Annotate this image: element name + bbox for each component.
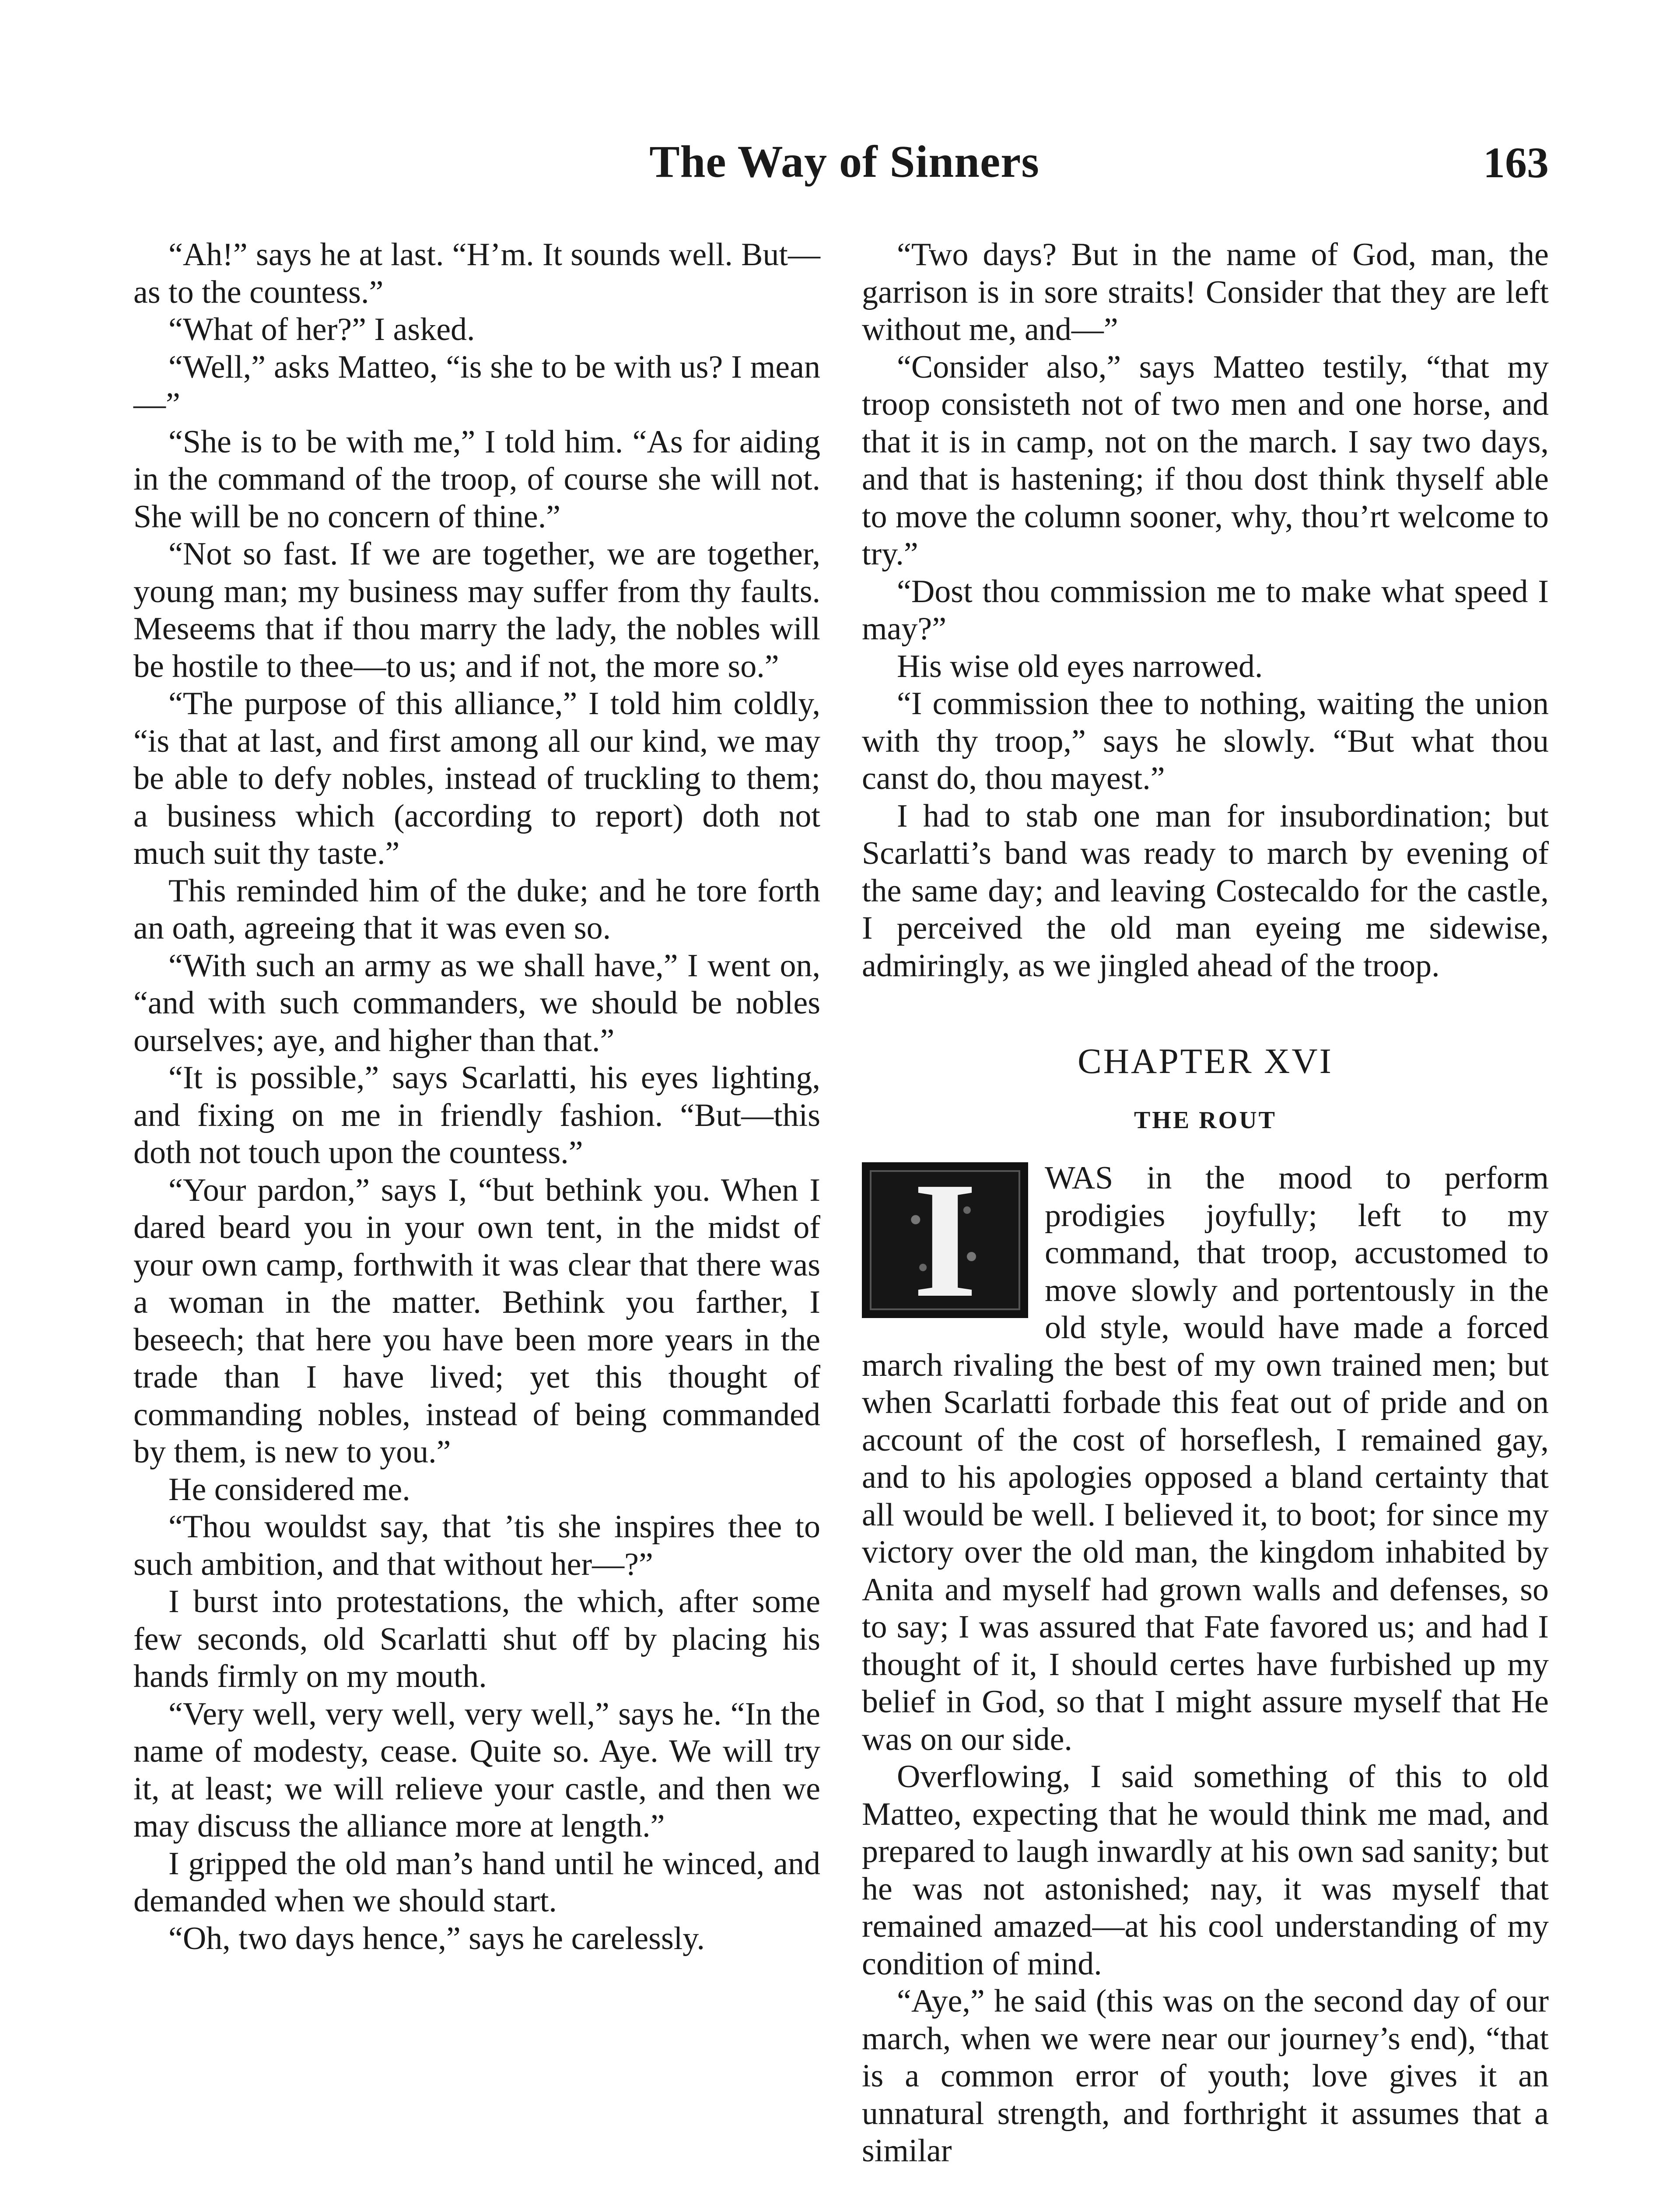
- paragraph: “Not so fast. If we are together, we are together, young man; my business may suffer from thy faults. Meseems that if thou marry the lady, the nobles will be hostile to thee—to us; and if not, the more so.”: [133, 536, 820, 684]
- right-column: [862, 236, 1549, 2170]
- paragraph: Overflowing, I said something of this to old Matteo, expecting that he would think me mad, and prepared to laugh inwardly at his own sad sanity; but he was not astonished; nay, it was myself that remained amazed—at his cool understanding of my condition of mind.: [862, 1759, 1549, 1982]
- paragraph: I burst into protestations, the which, after some few seconds, old Scarlatti shut off by placing his hands firmly on my mouth.: [133, 1584, 820, 1694]
- paragraph: “Two days? But in the name of God, man, the garrison is in sore straits! Consider that they are left without me, and—”: [862, 237, 1549, 347]
- paragraph: “Well,” asks Matteo, “is she to be with us? I mean—”: [133, 349, 820, 422]
- ornamental-initial: [862, 1148, 1028, 1332]
- paragraph: “She is to be with me,” I told him. “As for aiding in the command of the troop, of course she will not. She will be no concern of thine.”: [133, 424, 820, 535]
- paragraph: “It is possible,” says Scarlatti, his eyes lighting, and fixing on me in friendly fashion. “But—this doth not touch upon the countess.”: [133, 1060, 820, 1171]
- chapter-title: CHAPTER XVI: [1078, 1041, 1333, 1081]
- chapter-subtitle: THE ROUT: [1134, 1107, 1277, 1134]
- paragraph: “I commission thee to nothing, waiting the union with thy troop,” says he slowly. “But what thou canst do, thou mayest.”: [862, 686, 1549, 796]
- paragraph: His wise old eyes narrowed.: [897, 648, 1263, 684]
- paragraph: This reminded him of the duke; and he tore forth an oath, agreeing that it was even so.: [133, 873, 820, 946]
- paragraph: “What of her?” I asked.: [168, 312, 475, 347]
- drop-cap-letter: I: [913, 1148, 977, 1332]
- paragraph: I gripped the old man’s hand until he winced, and demanded when we should start.: [133, 1845, 820, 1919]
- page-number: 163: [1483, 138, 1549, 187]
- paragraph: “Dost thou commission me to make what speed I may?”: [862, 573, 1549, 647]
- paragraph: “Very well, very well, very well,” says he. “In the name of modesty, cease. Quite so. Aye. We will try it, at least; we will relieve your castle, and then we may discuss the alliance more at length.”: [133, 1696, 820, 1844]
- opening-text: WAS in the mood to perform prodigies joyfully; left to my command, that troop, accustomed to move slowly and portentously in the old style, would have made a forced march rivaling the best of my own trained men; but when Scarlatti forbade this feat out of pride and on account of the cost of horseflesh, I remained gay, and to his apologies opposed a bland certainty that all would be well. I believed it, to boot; for since my victory over the old man, the kingdom inhabited by Anita and myself had grown walls and defenses, so to say; I was assured that Fate favored us; and had I thought of it, I should certes have furbished up my belief in God, so that I might assure myself that He was on our side.: [862, 1160, 1549, 1757]
- paragraph: I had to stab one man for insubordination; but Scarlatti’s band was ready to march by evening of the same day; and leaving Costecaldo for the castle, I perceived the old man eyeing me sidewise, admiringly, as we jingled ahead of the troop.: [862, 798, 1549, 984]
- paragraph: “Ah!” says he at last. “H’m. It sounds well. But—as to the countess.”: [133, 237, 820, 310]
- paragraph: “Your pardon,” says I, “but bethink you. When I dared beard you in your own tent, in the midst of your own camp, forthwith it was clear that there was a woman in the matter. Bethink you farther, I beseech; that here you have been more years in the trade than I have lived; yet this thought of commanding nobles, instead of being commanded by them, is new to you.”: [133, 1172, 820, 1470]
- paragraph: “Consider also,” says Matteo testily, “that my troop consisteth not of two men and one horse, and that it is in camp, not on the march. I say two days, and that is hastening; if thou dost think thyself able to move the column sooner, why, thou’rt welcome to try.”: [862, 349, 1549, 572]
- left-column: [133, 236, 820, 1957]
- paragraph: “Thou wouldst say, that ’tis she inspires thee to such ambition, and that without her—?”: [133, 1509, 820, 1582]
- running-title: The Way of Sinners: [649, 137, 1040, 187]
- paragraph: “With such an army as we shall have,” I went on, “and with such commanders, we should be nobles ourselves; aye, and higher than that.”: [133, 947, 820, 1059]
- paragraph: He considered me.: [168, 1471, 410, 1508]
- paragraph: “The purpose of this alliance,” I told him coldly, “is that at last, and first among all our kind, we may be able to defy nobles, instead of truckling to them; a business which (according to report) doth not much suit thy taste.”: [133, 686, 820, 871]
- paragraph: “Aye,” he said (this was on the second day of our march, when we were near our journey’s end), “that is a common error of youth; love gives it an unnatural strength, and forthright it assumes that a similar: [862, 1983, 1549, 2169]
- chapter-opening-paragraph: [862, 1148, 1549, 1758]
- paragraph: “Oh, two days hence,” says he carelessly.: [168, 1920, 705, 1957]
